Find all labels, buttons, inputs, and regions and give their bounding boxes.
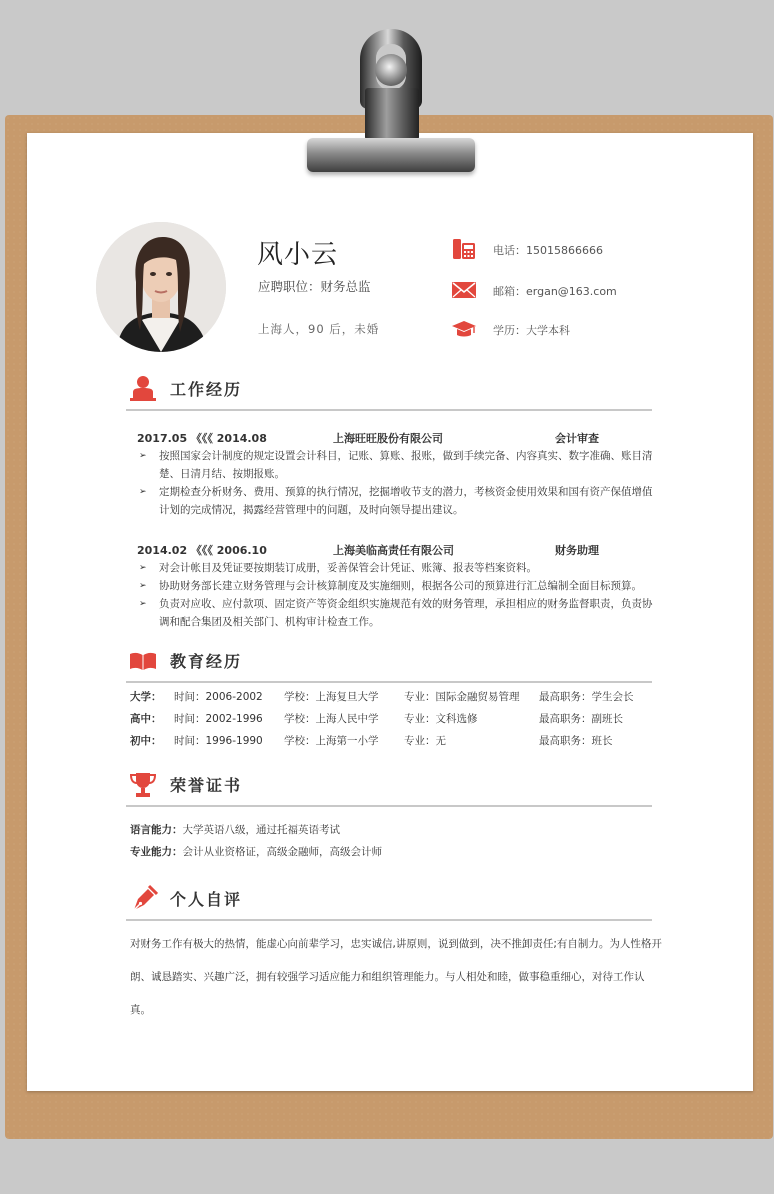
binder-clip-bar <box>307 138 475 172</box>
candidate-name: 风小云 <box>257 240 339 270</box>
pen-icon <box>128 883 158 913</box>
mail-icon <box>451 277 477 303</box>
arrow-bullet-icon: ➢ <box>139 487 147 497</box>
self-evaluation-text: 对财务工作有极大的热情，能虚心向前辈学习，忠实诚信,讲原则，说到做到，决不推卸责任;有自制力。为人性格开朗、诚恳踏实、兴趣广泛，拥有较强学习适应能力和组织管理能力。与人相处和睦，做事稳重细心，对待工作认真。 <box>130 938 662 1016</box>
edu-row-high-school: 高中： 时间：2002-1996 学校：上海人民中学 专业：文科选修 最高职务：副班长 <box>130 713 623 725</box>
list-item: ➢ 对会计帐目及凭证要按期装订成册，妥善保管会计凭证、账簿、报表等档案资料。 <box>137 559 661 577</box>
section-self-header <box>126 875 652 921</box>
section-work-header <box>126 365 652 411</box>
contact-education <box>451 316 671 342</box>
section-honors-title: 荣誉证书 <box>170 776 243 795</box>
honor-language: 语言能力：大学英语八级，通过托福英语考试 <box>130 824 340 836</box>
trophy-icon <box>128 769 158 799</box>
job-1-period: 2017.05 《《《 2014.08 <box>137 432 267 445</box>
job-2-duties <box>137 559 661 631</box>
contact-education-text: 学历：大学本科 <box>493 324 570 337</box>
list-item: ➢ 按照国家会计制度的规定设置会计科目，记账、算账、报账，做到手续完备、内容真实、数字准确、账目清楚、日清月结、按期报账。 <box>137 447 661 483</box>
personal-info: 上海人，90 后，未婚 <box>258 322 380 336</box>
contact-phone-text: 电话：15015866666 <box>493 244 603 257</box>
job-2-period: 2014.02 《《《 2006.10 <box>137 544 267 557</box>
honor-professional: 专业能力：会计从业资格证，高级金融师，高级会计师 <box>130 846 382 858</box>
section-education-title: 教育经历 <box>170 652 243 671</box>
contact-phone <box>451 236 671 262</box>
section-self-title: 个人自评 <box>170 890 243 909</box>
job-1-duties <box>137 447 661 519</box>
avatar <box>96 222 226 352</box>
binder-clip-knob <box>375 54 407 86</box>
arrow-bullet-icon: ➢ <box>139 563 147 573</box>
work-icon <box>128 373 158 403</box>
arrow-bullet-icon: ➢ <box>139 451 147 461</box>
section-honors-header <box>126 761 652 807</box>
binder-clip-body <box>365 88 419 140</box>
graduation-cap-icon <box>451 316 477 342</box>
job-1-company: 上海旺旺股份有限公司 <box>333 432 443 445</box>
section-work-title: 工作经历 <box>170 380 243 399</box>
job-position: 应聘职位：财务总监 <box>258 279 371 294</box>
list-item: ➢ 协助财务部长建立财务管理与会计核算制度及实施细则，根据各公司的预算进行汇总编制全面目标预算。 <box>137 577 661 595</box>
book-icon <box>128 645 158 675</box>
section-education-header <box>126 637 652 683</box>
edu-row-university: 大学： 时间：2006-2002 学校：上海复旦大学 专业：国际金融贸易管理 最高职务：学生会长 <box>130 691 634 703</box>
job-1-title: 会计审查 <box>555 432 599 445</box>
phone-icon <box>451 236 477 262</box>
arrow-bullet-icon: ➢ <box>139 599 147 609</box>
list-item: ➢ 定期检查分析财务、费用、预算的执行情况，挖掘增收节支的潜力，考核资金使用效果和国有资产保值增值计划的完成情况，揭露经营管理中的问题，及时向领导提出建议。 <box>137 483 661 519</box>
list-item: ➢ 负责对应收、应付款项、固定资产等资金组织实施规范有效的财务管理，承担相应的财务监督职责，负责协调和配合集团及相关部门、机构审计检查工作。 <box>137 595 661 631</box>
job-2-title: 财务助理 <box>555 544 599 557</box>
arrow-bullet-icon: ➢ <box>139 581 147 591</box>
contact-email-text: 邮箱：ergan@163.com <box>493 285 617 298</box>
job-2-company: 上海美临高责任有限公司 <box>333 544 454 557</box>
contact-email <box>451 277 671 303</box>
edu-row-middle-school: 初中： 时间：1996-1990 学校：上海第一小学 专业：无 最高职务：班长 <box>130 735 613 747</box>
avatar-photo <box>96 222 226 352</box>
